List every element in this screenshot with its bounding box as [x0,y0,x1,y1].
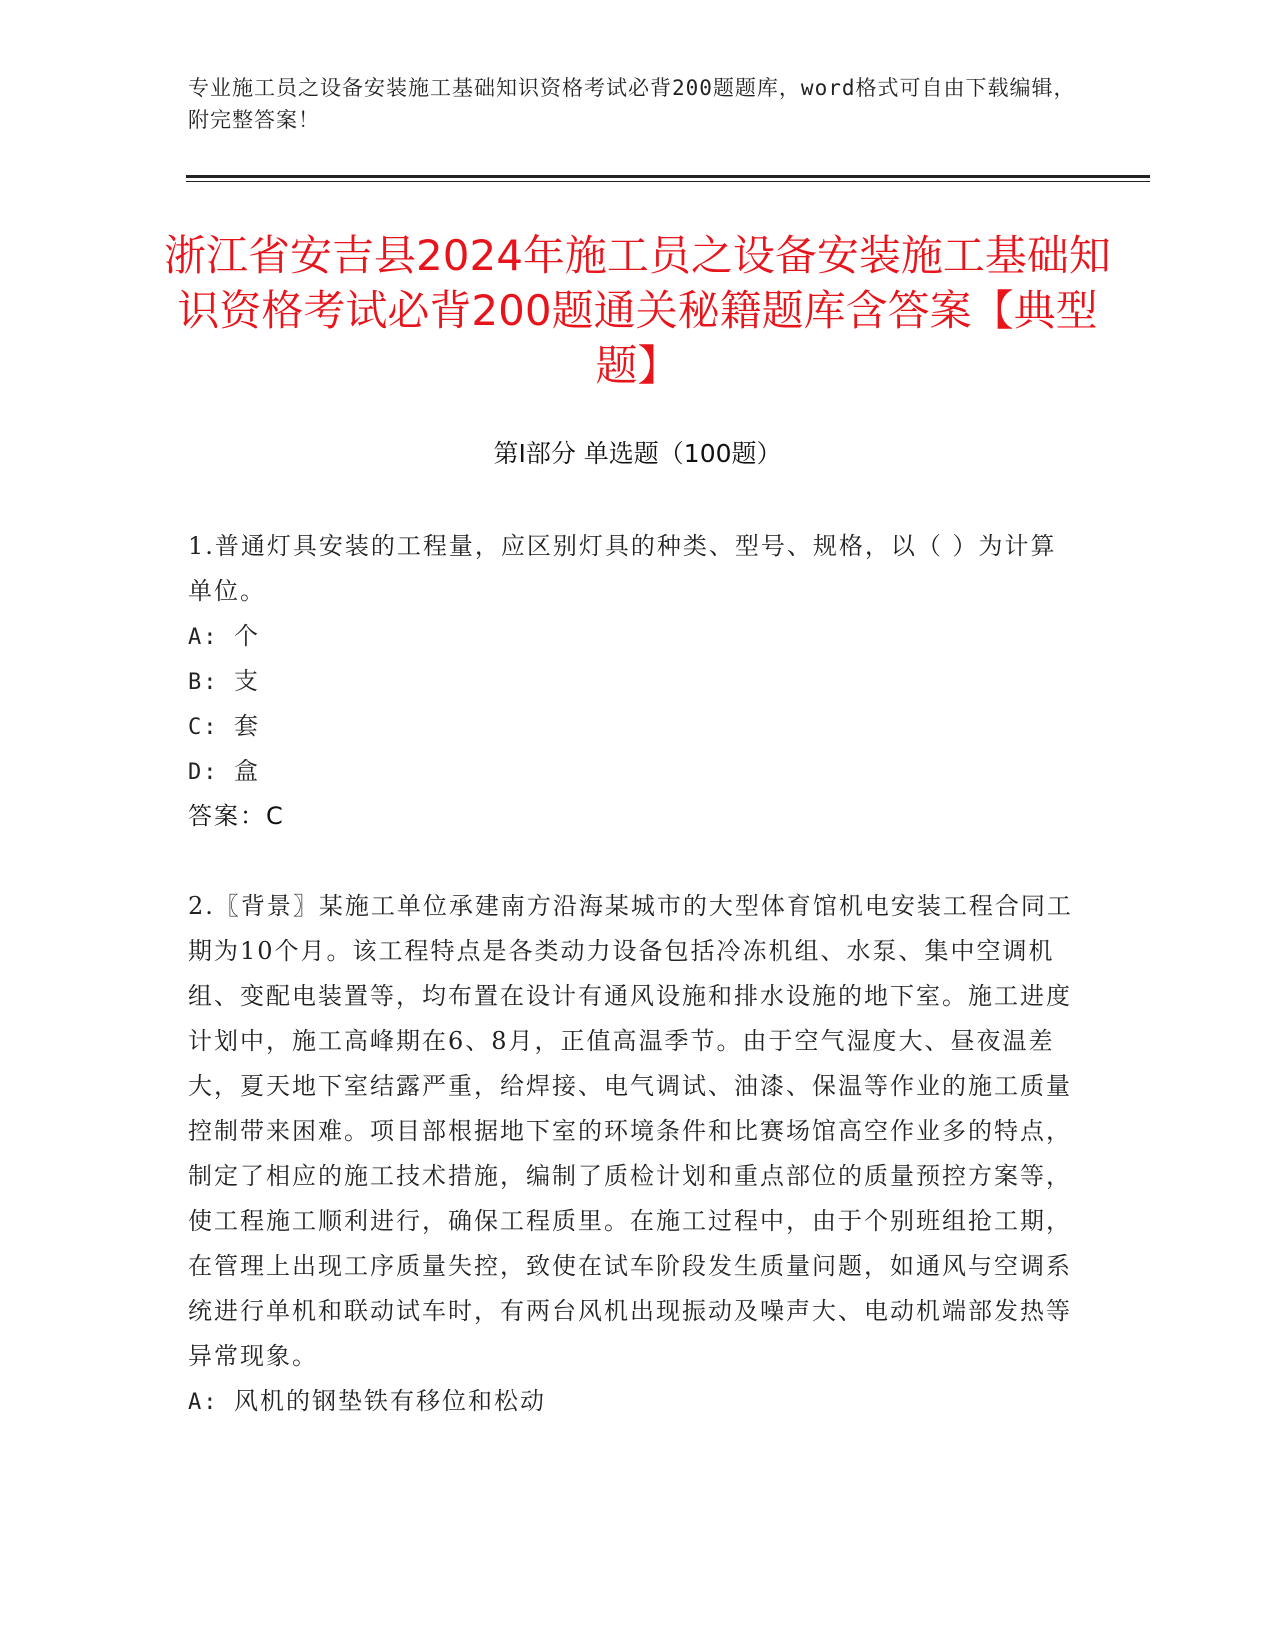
option-text: 套 [234,712,260,740]
option-key: A: [188,625,219,650]
option-key: C: [188,715,219,740]
header-divider-thick [186,175,1150,178]
option-key: A: [188,1390,219,1415]
option-b [188,659,1073,704]
option-text: 盒 [234,757,260,785]
document-title: 浙江省安吉县2024年施工员之设备安装施工基础知识资格考试必背200题通关秘籍题库含答案【典型题】 [164,231,1111,390]
section-heading: 第I部分 单选题（100题） [493,439,782,468]
option-a [188,614,1073,659]
question-text: 1.普通灯具安装的工程量，应区别灯具的种类、型号、规格，以（ ）为计算单位。 [188,532,1057,605]
answer-label: 答案：C [188,802,285,830]
option-d [188,749,1073,794]
option-a [188,1379,1073,1424]
question-2 [188,884,1073,1424]
question-text: 2.〖背景〗某施工单位承建南方沿海某城市的大型体育馆机电安装工程合同工期为10个月。该工程特点是各类动力设备包括冷冻机组、水泵、集中空调机组、变配电装置等，均布置在设计有通风设施和排水设施的地下室。施工进度计划中，施工高峰期在6、8月，正值高温季节。由于空气湿度大、昼夜温差大，夏天地下室结露严重，给焊接、电气调试、油漆、保温等作业的施工质量控制带来困难。项目部根据地下室的环境条件和比赛场馆高空作业多的特点，制定了相应的施工技术措施，编制了质检计划和重点部位的质量预控方案等，使工程施工顺利进行，确保工程质里。在施工过程中，由于个别班组抢工期，在管理上出现工序质量失控，致使在试车阶段发生质量问题，如通风与空调系统进行单机和联动试车时，有两台风机出现振动及噪声大、电动机端部发热等异常现象。 [188,892,1073,1370]
option-text: 个 [234,622,260,650]
header-note: 专业施工员之设备安装施工基础知识资格考试必背200题题库，word格式可自由下载编辑，附完整答案！ [188,76,1076,132]
option-text: 风机的钢垫铁有移位和松动 [234,1387,546,1415]
option-c [188,704,1073,749]
question-1 [188,524,1073,839]
option-key: D: [188,760,219,785]
option-text: 支 [234,667,260,695]
header-divider-thin [186,181,1150,182]
option-key: B: [188,670,219,695]
